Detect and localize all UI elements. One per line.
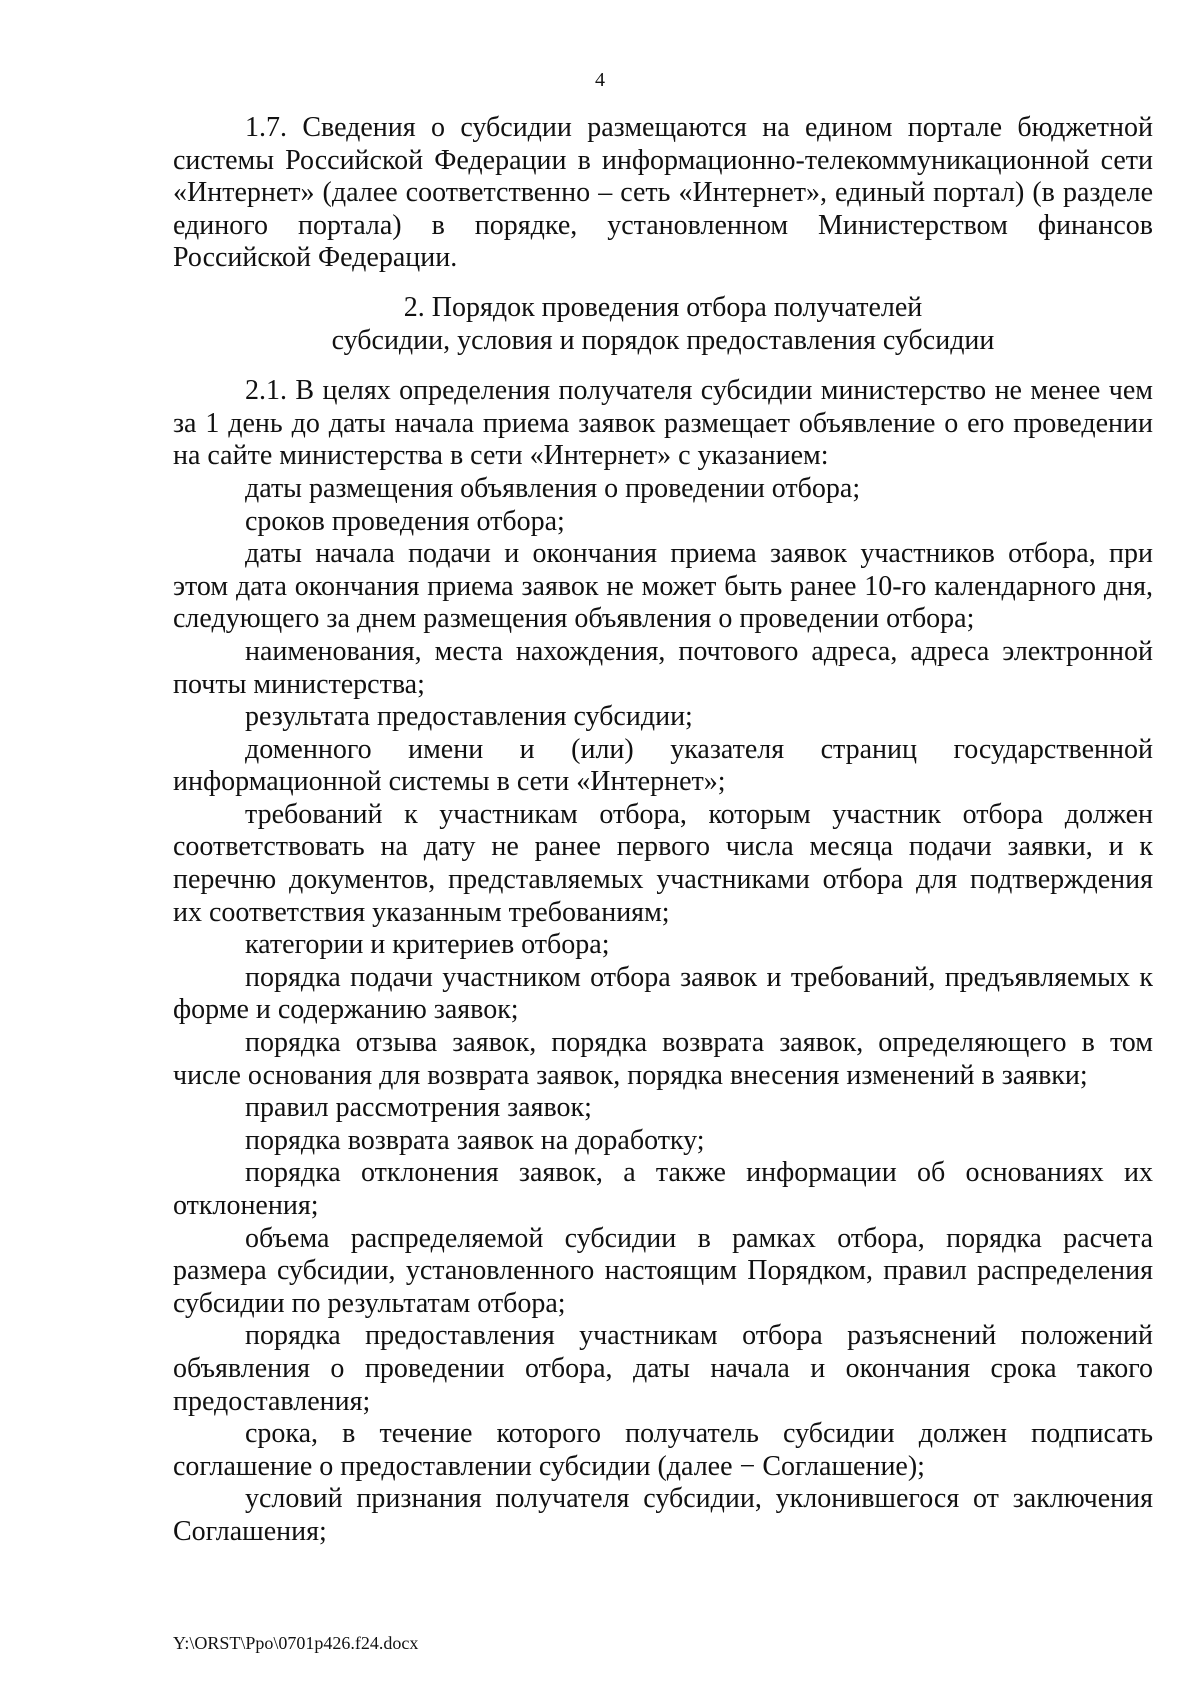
list-item: порядка отзыва заявок, порядка возврата заявок, определяющего в том числе основания для возврата заявок, порядка внесения изменений в заявки;	[173, 1027, 1153, 1091]
page-number: 4	[595, 69, 605, 91]
list-item: доменного имени и (или) указателя страниц государственной информационной системы в сети «Интернет»;	[173, 733, 1153, 798]
list-item: порядка отклонения заявок, а также информации об основаниях их отклонения;	[173, 1157, 1153, 1221]
paragraph-2-1: 2.1. В целях определения получателя субсидии министерство не менее чем за 1 день до даты начала приема заявок размещает объявление о его проведении на сайте министерства в сети «Интернет» с указанием:	[173, 375, 1153, 472]
list-item: срока, в течение которого получатель субсидии должен подписать соглашение о предоставлении субсидии (далее − Соглашение);	[173, 1418, 1153, 1482]
list-item: даты размещения объявления о проведении отбора;	[245, 472, 861, 504]
section-2-heading	[173, 292, 1153, 357]
section-2-heading-line2: субсидии, условия и порядок предоставления субсидии	[331, 324, 995, 356]
list-item: условий признания получателя субсидии, уклонившегося от заключения Соглашения;	[173, 1483, 1153, 1547]
list-item: порядка возврата заявок на доработку;	[245, 1124, 705, 1156]
list-item: даты начала подачи и окончания приема заявок участников отбора, при этом дата окончания приема заявок не может быть ранее 10-го календарного дня, следующего за днем размещения объявления о проведении отбора;	[173, 538, 1153, 635]
document-body	[173, 112, 1153, 1549]
list-item: наименования, места нахождения, почтового адреса, адреса электронной почты министерства;	[173, 635, 1153, 700]
footer-file-path: Y:\ORST\Ppo\0701p426.f24.docx	[173, 1633, 419, 1653]
section-2-heading-line1: 2. Порядок проведения отбора получателей	[403, 291, 923, 323]
list-item: категории и критериев отбора;	[245, 929, 610, 961]
list-item: правил рассмотрения заявок;	[245, 1092, 592, 1124]
list-item: сроков проведения отбора;	[245, 505, 565, 537]
section-1-7-paragraph: 1.7. Сведения о субсидии размещаются на едином портале бюджетной системы Российской Федерации в информационно-телекоммуникационной сети «Интернет» (далее соответственно – сеть «Интернет», единый портал) (в разделе единого портала) в порядке, установленном Министерством финансов Российской Федерации.	[173, 112, 1153, 274]
list-item: порядка предоставления участникам отбора разъяснений положений объявления о проведении отбора, даты начала и окончания срока такого предоставления;	[173, 1320, 1153, 1417]
list-item: результата предоставления субсидии;	[245, 701, 693, 733]
list-item: требований к участникам отбора, которым участник отбора должен соответствовать на дату не ранее первого числа месяца подачи заявки, и к перечню документов, представляемых участниками отбора для подтверждения их соответствия указанным требованиям;	[173, 798, 1153, 928]
list-item: порядка подачи участником отбора заявок и требований, предъявляемых к форме и содержанию заявок;	[173, 961, 1153, 1026]
list-item: объема распределяемой субсидии в рамках отбора, порядка расчета размера субсидии, установленного настоящим Порядком, правил распределения субсидии по результатам отбора;	[173, 1222, 1153, 1319]
